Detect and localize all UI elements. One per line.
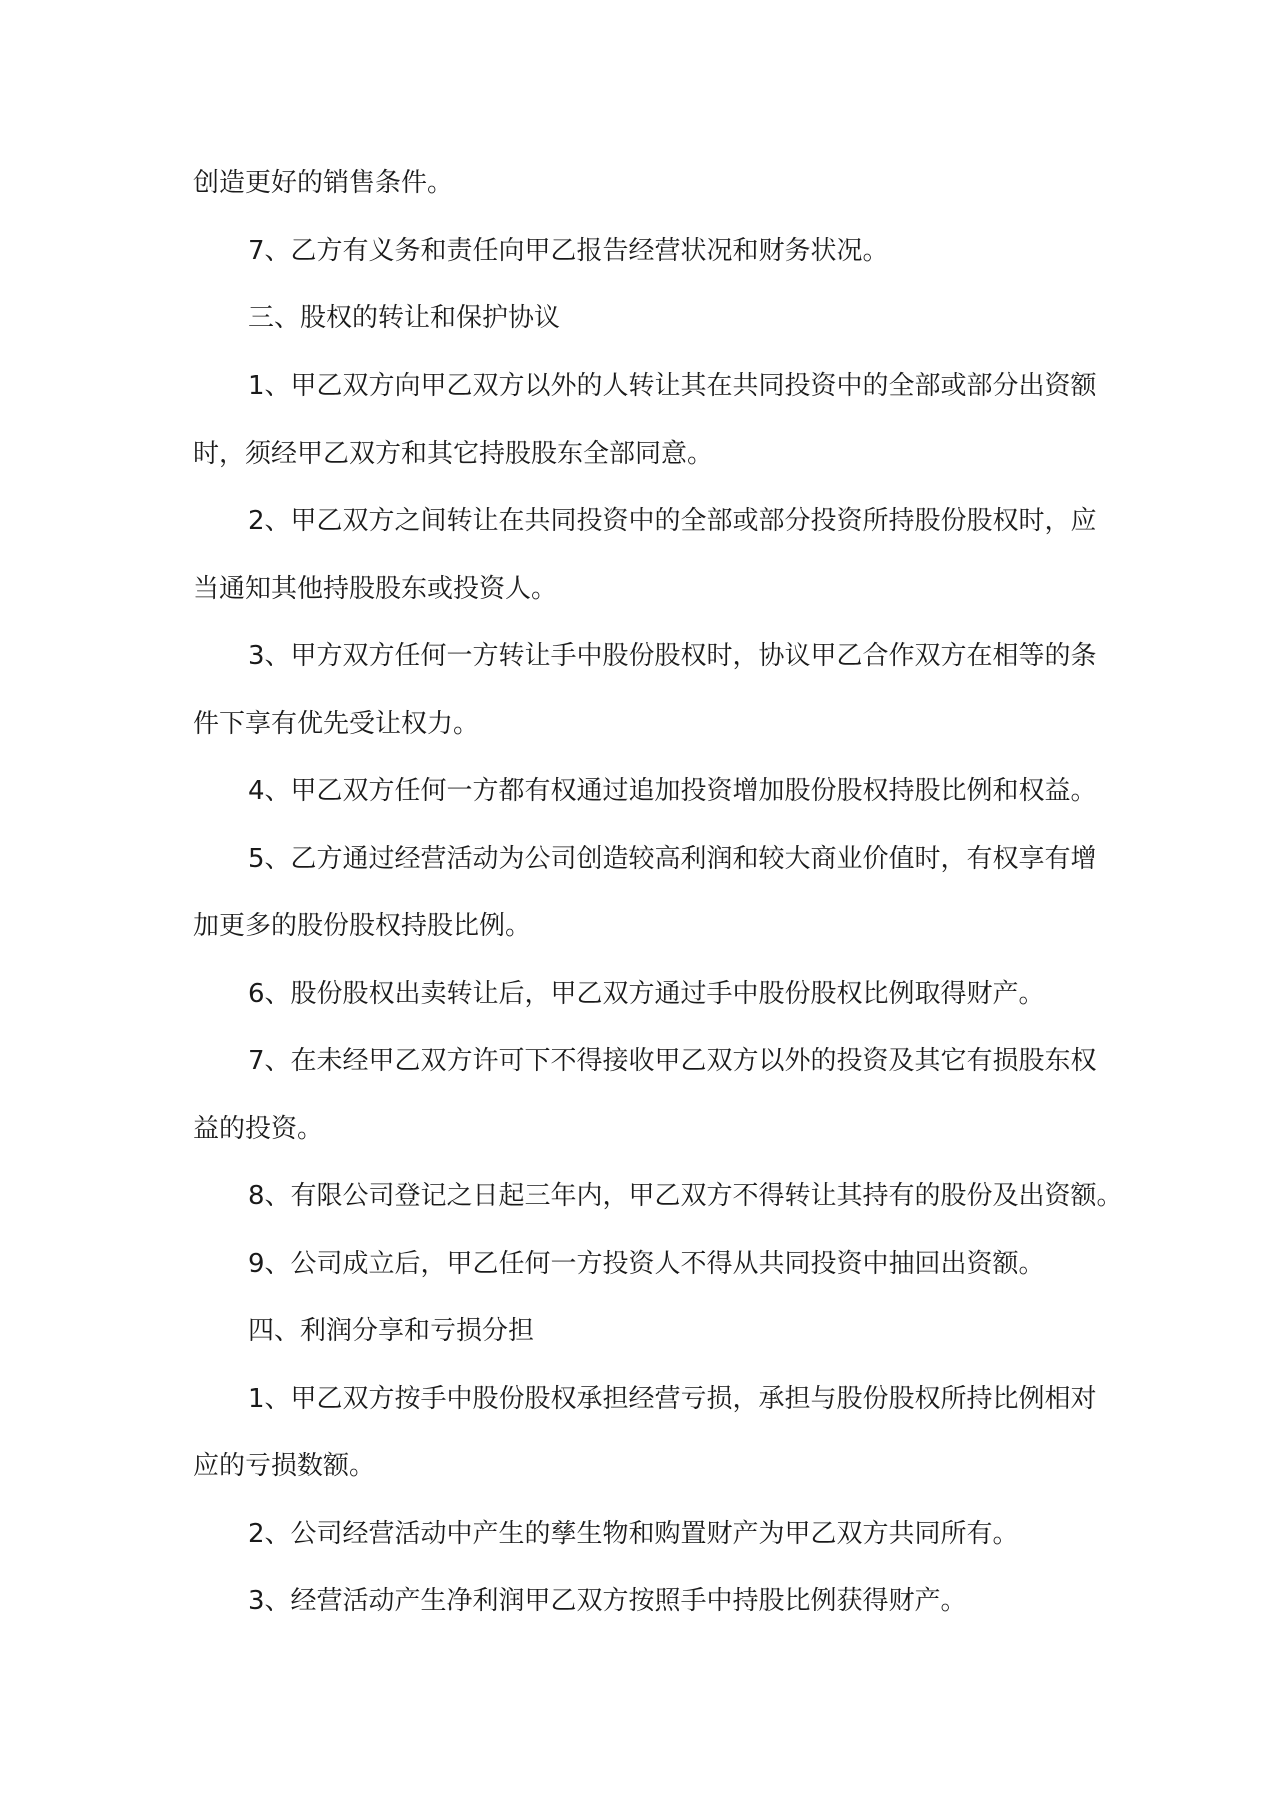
paragraph-line: 当通知其他持股股东或投资人。: [193, 574, 558, 604]
paragraph-line: 时，须经甲乙双方和其它持股股东全部同意。: [193, 439, 714, 469]
paragraph-line: 7、在未经甲乙双方许可下不得接收甲乙双方以外的投资及其它有损股东权: [248, 1046, 1097, 1076]
paragraph-line: 8、有限公司登记之日起三年内，甲乙双方不得转让其持有的股份及出资额。: [248, 1181, 1123, 1211]
section-heading: 三、股权的转让和保护协议: [248, 303, 561, 333]
paragraph-line: 2、甲乙双方之间转让在共同投资中的全部或部分投资所持股份股权时，应: [248, 506, 1097, 536]
paragraph-line: 9、公司成立后，甲乙任何一方投资人不得从共同投资中抽回出资额。: [248, 1249, 1045, 1279]
paragraph-line: 4、甲乙双方任何一方都有权通过追加投资增加股份股权持股比例和权益。: [248, 776, 1097, 806]
paragraph-line: 3、经营活动产生净利润甲乙双方按照手中持股比例获得财产。: [248, 1586, 967, 1616]
paragraph-line: 2、公司经营活动中产生的孳生物和购置财产为甲乙双方共同所有。: [248, 1519, 1019, 1549]
paragraph-line: 6、股份股权出卖转让后，甲乙双方通过手中股份股权比例取得财产。: [248, 979, 1045, 1009]
paragraph-line: 益的投资。: [193, 1114, 324, 1144]
paragraph-line: 加更多的股份股权持股比例。: [193, 911, 532, 941]
paragraph-line: 1、甲乙双方向甲乙双方以外的人转让其在共同投资中的全部或部分出资额: [248, 371, 1097, 401]
paragraph-line: 5、乙方通过经营活动为公司创造较高利润和较大商业价值时，有权享有增: [248, 844, 1097, 874]
paragraph-line: 3、甲方双方任何一方转让手中股份股权时，协议甲乙合作双方在相等的条: [248, 641, 1097, 671]
paragraph-line: 7、乙方有义务和责任向甲乙报告经营状况和财务状况。: [248, 236, 889, 266]
paragraph-line: 1、甲乙双方按手中股份股权承担经营亏损，承担与股份股权所持比例相对: [248, 1384, 1097, 1414]
paragraph-line: 件下享有优先受让权力。: [193, 709, 480, 739]
paragraph-line: 创造更好的销售条件。: [193, 168, 454, 198]
section-heading: 四、利润分享和亏损分担: [248, 1316, 535, 1346]
paragraph-line: 应的亏损数额。: [193, 1451, 376, 1481]
